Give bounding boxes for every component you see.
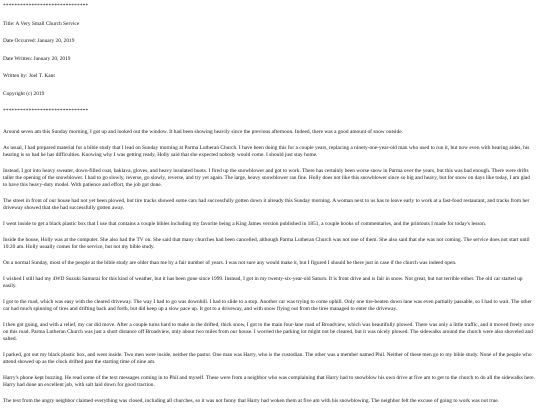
date-written-line: Date Written: January 20, 2019 <box>3 55 71 62</box>
separator-stars-bottom: ****************************** <box>3 108 89 114</box>
story-body <box>3 129 535 405</box>
separator-stars-top: ****************************** <box>3 3 89 9</box>
paragraph: As usual, I had prepared material for a bible study that I lead on Sunday morning at Parma Lutheran Church. I have been doing this for a couple years, replacing a ninety-one-year-old man who used to run it, but now even with hearing aides, his hearing is so bad he has difficulties. Knowing why I was getting ready, Holly said that she expected nobody would come. I should just stay home. <box>3 145 530 158</box>
paragraph: I got to the road, which was easy with the cleared driveway. The way I had to go was downhill. I had to slide to a stop. Another car was trying to come uphill. Only one tire-beaten down lane was even partially passable, so I had to wait. The other car had much spinning of tires and drifting back and forth, but did keep up a slow pace up. It got to a driveway, and with snow flying out from the tires managed to enter the driveway. <box>3 299 532 312</box>
copyright-line: Copyright (c) 2019 <box>3 90 45 97</box>
date-occurred-line: Date Occurred: January 20, 2019 <box>3 38 75 44</box>
paragraph: Instead, I got into heavy sweater, down-filled coat, baklava, gloves, and heavy insulated boots. I fired up the snowblower and got to work. There has certainly been worse snow in Parma over the years, but this was bad enough. There were drifts taller the opening of the snowblower. I had to go slowly, reverse, go slowly, reverse, and try yet again. The large, heavy snowblower ran fine. Holly does not like this snowblower since so big and heavy, but for snow on days like today, I am glad to have this heavy-duty model. With patience and effort, the job got done. <box>3 168 531 188</box>
author-line: Written by: Joel T. Kant <box>3 73 55 79</box>
paragraph: Harry's phone kept buzzing. He read some of the text messages coming in to Phil and myself. These were from a neighbor who was complaining that Harry had to snowblow his own drive at five am to get to the church to do all the sidewalks here. Harry had done an excellent job, with salt laid down for good traction. <box>3 375 535 388</box>
paragraph: I went inside to get a black plastic box that I use that contains a couple bibles including my favorite being a King James version published in 1851, a couple books of commentaries, and the printouts I made for today's lesson. <box>3 221 487 227</box>
paragraph: I wished I still had my 4WD Suzuki Samurai for this kind of weather, but it has been gone since 1999. Instead, I got in my twenty-six-year-old Saturn. It is front drive and is fair in snow. Not great, but not terrible either. The old car started up easily. <box>3 276 523 289</box>
paragraph: The street in front of our house had not yet been plowed, but tire tracks showed some cars had successfully gotten down it already this Sunday morning. A woman next to us has to leave early to work at a fast-food restaurant, and tracks from her driveway showed that she had successfully gotten away. <box>3 198 530 211</box>
paragraph: Inside the house, Holly was at the computer. She also had the TV on. She said that many churches had been cancelled, although Parma Lutheran Church was not one of them. She also said that she was not coming. The service does not start until 10:20 am. Holly usually comes for the service, but not my bible study. <box>3 237 530 250</box>
paragraph: I parked, got out my black plastic box, and went inside. Two men were inside, neither the pastor. One man was Harry, who is the custodian. The other was a member named Phil. Neither of these men go to my bible study. None of the people who attend showed up as the clock drifted past the starting time of nine am. <box>3 352 532 365</box>
paragraph: On a normal Sunday, most of the people at the bible study are older than me by a fair number of years. I was not sure any would make it, but I figured I should be there just in case if the church was indeed open. <box>3 260 457 266</box>
paragraph: Around seven am this Sunday morning, I got up and looked out the window. It had been showing heavily since the previous afternoon. Indeed, there was a good amount of snow outside. <box>3 129 403 135</box>
paragraph: The text from the angry neighbor claimed everything was closed, including all churches, so it was not funny that Harry had woken them at five am with his snowblowing. The neighbor felt the excuse of going to work was not true. <box>3 398 500 404</box>
title-line: Title: A Very Small Church Service <box>3 20 80 27</box>
paragraph: I then got going, and with a relief, my car did move. After a couple turns hard to make in the drifted, thick snow, I got to the main four-lane road of Broadview, which was beautifully plowed. There was only a little traffic, and it moved freely once on this road. Parma Lutheran Church was just a short distance off Broadview, only about two miles from our house. I worried the parking lot might not be cleared, but it was nicely plowed. The sidewalks around the church were also shoveled and salted. <box>3 322 534 342</box>
document <box>3 3 535 414</box>
